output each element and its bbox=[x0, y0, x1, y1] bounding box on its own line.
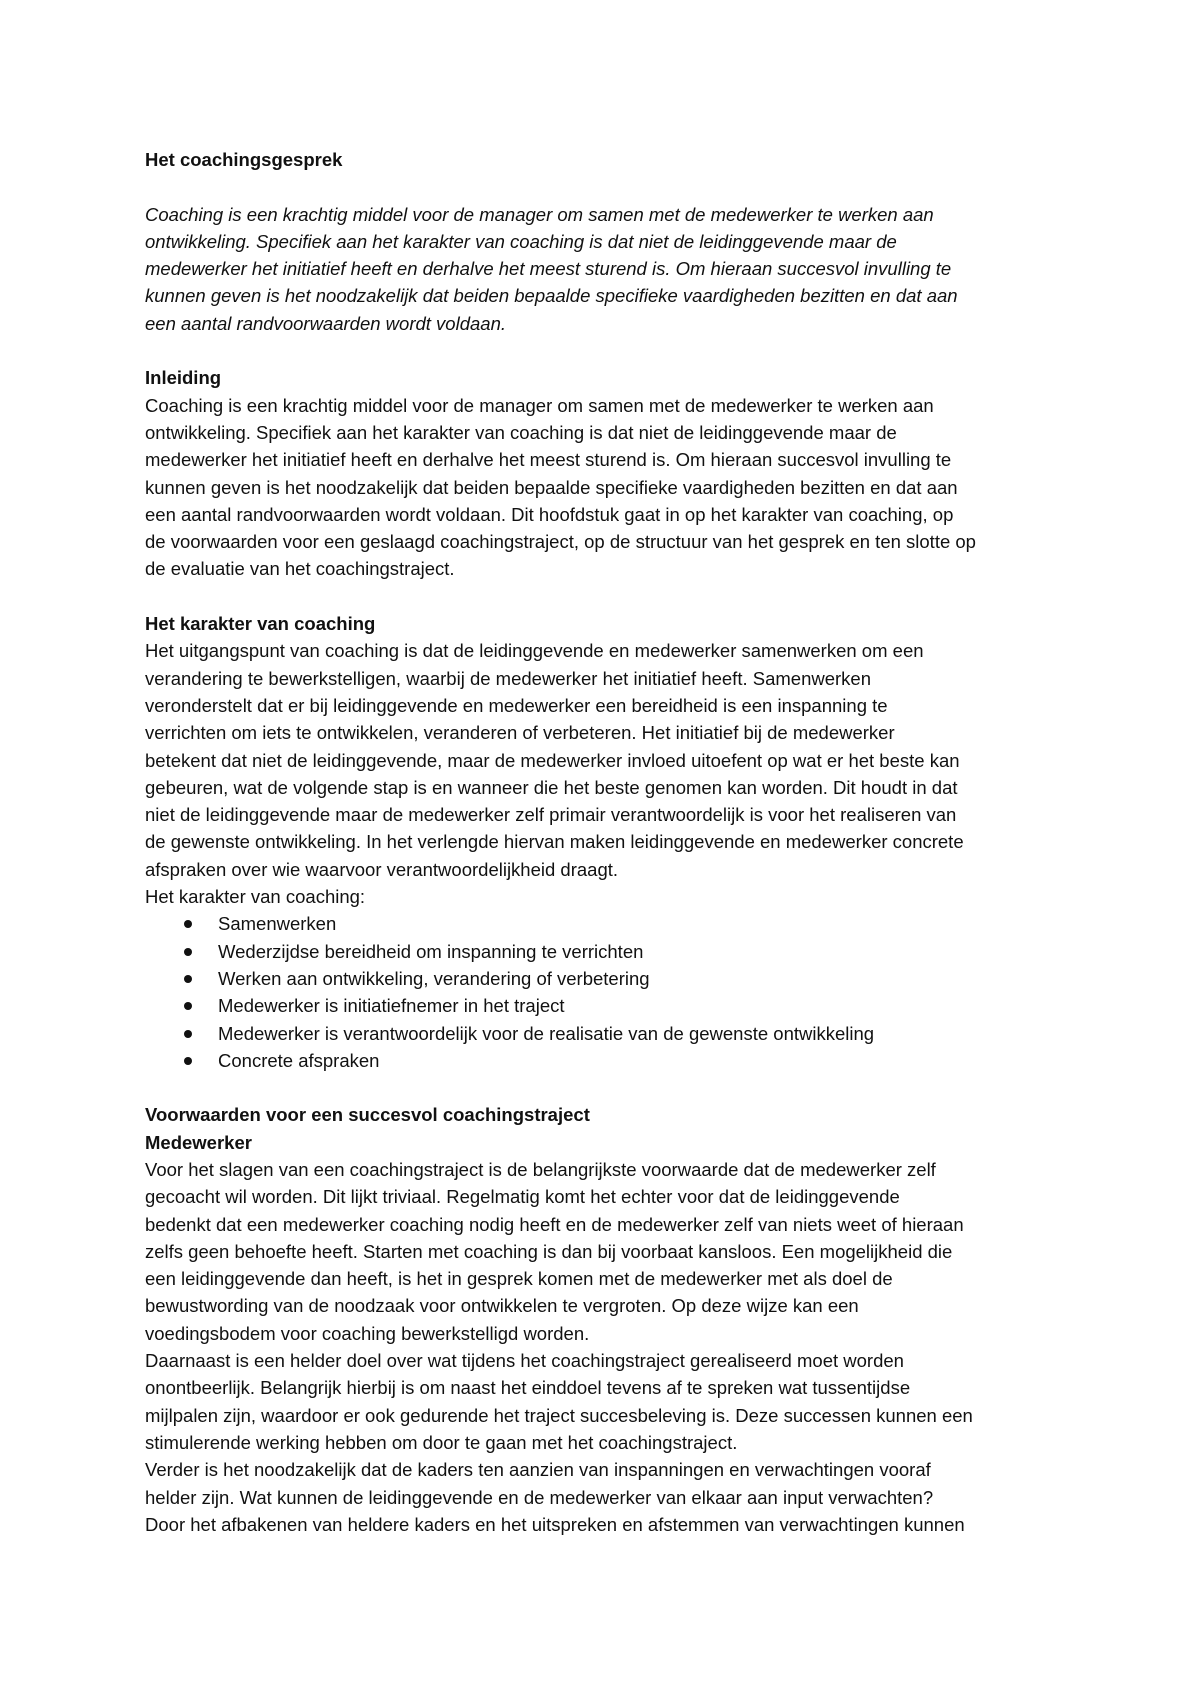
intro-line: kunnen geven is het noodzakelijk dat beiden bepaalde specifieke vaardigheden bezitten en dat aan bbox=[145, 285, 958, 307]
bullet-icon bbox=[184, 1030, 192, 1038]
paragraph-line: gebeuren, wat de volgende stap is en wanneer die het beste genomen kan worden. Dit houdt in dat bbox=[145, 776, 958, 798]
paragraph-line: Voor het slagen van een coachingstraject is de belangrijkste voorwaarde dat de medewerker zelf bbox=[145, 1158, 936, 1180]
list-item bbox=[145, 992, 1075, 1019]
paragraph-line: onontbeerlijk. Belangrijk hierbij is om naast het einddoel tevens af te spreken wat tussentijdse bbox=[145, 1377, 911, 1399]
document-title: Het coachingsgesprek bbox=[145, 149, 343, 170]
section-karakter bbox=[145, 610, 1075, 1074]
bullet-icon bbox=[184, 920, 192, 928]
section-heading: Het karakter van coaching bbox=[145, 613, 376, 635]
list-item-text: Wederzijdse bereidheid om inspanning te verrichten bbox=[218, 940, 644, 962]
paragraph-line: voedingsbodem voor coaching bewerkstelligd worden. bbox=[145, 1322, 590, 1344]
paragraph-line: bewustwording van de noodzaak voor ontwikkelen te vergroten. Op deze wijze kan een bbox=[145, 1295, 859, 1317]
paragraph-line: Verder is het noodzakelijk dat de kaders ten aanzien van inspanningen en verwachtingen vooraf bbox=[145, 1459, 931, 1481]
bullet-icon bbox=[184, 975, 192, 983]
list-item bbox=[145, 938, 1075, 965]
intro-line: Coaching is een krachtig middel voor de manager om samen met de medewerker te werken aan bbox=[145, 203, 934, 225]
paragraph-line: niet de leidinggevende maar de medewerker zelf primair verantwoordelijk is voor het realiseren van bbox=[145, 804, 957, 826]
intro-line: een aantal randvoorwaarden wordt voldaan. bbox=[145, 312, 506, 334]
spacer bbox=[145, 583, 1075, 610]
list-item-text: Concrete afspraken bbox=[218, 1049, 380, 1071]
section-inleiding bbox=[145, 364, 1075, 582]
intro-line: medewerker het initiatief heeft en derhalve het meest sturend is. Om hieraan succesvol invulling te bbox=[145, 258, 952, 280]
spacer bbox=[145, 1074, 1075, 1101]
paragraph-line: de voorwaarden voor een geslaagd coachingstraject, op de structuur van het gesprek en ten slotte op bbox=[145, 531, 976, 553]
section-voorwaarden bbox=[145, 1101, 1075, 1538]
list-item bbox=[145, 965, 1075, 992]
paragraph-line: veronderstelt dat er bij leidinggevende en medewerker een bereidheid is een inspanning te bbox=[145, 694, 888, 716]
paragraph-line: Daarnaast is een helder doel over wat tijdens het coachingstraject gerealiseerd moet worden bbox=[145, 1350, 904, 1372]
paragraph-line: verrichten om iets te ontwikkelen, veranderen of verbeteren. Het initiatief bij de medewerker bbox=[145, 722, 895, 744]
paragraph-line: medewerker het initiatief heeft en derhalve het meest sturend is. Om hieraan succesvol invulling te bbox=[145, 449, 952, 471]
bullet-list bbox=[145, 910, 1075, 1074]
paragraph-line: verandering te bewerkstelligen, waarbij de medewerker het initiatief heeft. Samenwerken bbox=[145, 667, 871, 689]
bullet-icon bbox=[184, 1002, 192, 1010]
paragraph-line: bedenkt dat een medewerker coaching nodig heeft en de medewerker zelf van niets weet of hieraan bbox=[145, 1213, 964, 1235]
bullet-icon bbox=[184, 948, 192, 956]
list-item-text: Medewerker is verantwoordelijk voor de realisatie van de gewenste ontwikkeling bbox=[218, 1022, 875, 1044]
list-item bbox=[145, 1047, 1075, 1074]
paragraph-line: Het uitgangspunt van coaching is dat de leidinggevende en medewerker samenwerken om een bbox=[145, 640, 924, 662]
paragraph-line: betekent dat niet de leidinggevende, maar de medewerker invloed uitoefent op wat er het beste kan bbox=[145, 749, 960, 771]
paragraph-line: kunnen geven is het noodzakelijk dat beiden bepaalde specifieke vaardigheden bezitten en dat aan bbox=[145, 476, 958, 498]
paragraph-line: stimulerende werking hebben om door te gaan met het coachingstraject. bbox=[145, 1431, 738, 1453]
paragraph-line: een aantal randvoorwaarden wordt voldaan. Dit hoofdstuk gaat in op het karakter van coaching, op bbox=[145, 503, 954, 525]
paragraph-line: de gewenste ontwikkeling. In het verlengde hiervan maken leidinggevende en medewerker concrete bbox=[145, 831, 964, 853]
paragraph-line: Coaching is een krachtig middel voor de manager om samen met de medewerker te werken aan bbox=[145, 394, 934, 416]
bullet-icon bbox=[184, 1057, 192, 1065]
section-heading: Inleiding bbox=[145, 367, 222, 389]
list-item-text: Werken aan ontwikkeling, verandering of verbetering bbox=[218, 967, 650, 989]
list-intro: Het karakter van coaching: bbox=[145, 886, 366, 908]
paragraph-line: helder zijn. Wat kunnen de leidinggevende en de medewerker van elkaar aan input verwachten? bbox=[145, 1486, 934, 1508]
list-item bbox=[145, 910, 1075, 937]
paragraph-line: Door het afbakenen van heldere kaders en het uitspreken en afstemmen van verwachtingen kunnen bbox=[145, 1513, 965, 1535]
paragraph-line: mijlpalen zijn, waardoor er ook gedurende het traject succesbeleving is. Deze successen kunnen een bbox=[145, 1404, 973, 1426]
list-item bbox=[145, 1020, 1075, 1047]
paragraph-line: de evaluatie van het coachingstraject. bbox=[145, 558, 455, 580]
paragraph-line: gecoacht wil worden. Dit lijkt triviaal. Regelmatig komt het echter voor dat de leidinggevende bbox=[145, 1186, 900, 1208]
intro-paragraph bbox=[145, 201, 1075, 337]
paragraph-line: ontwikkeling. Specifiek aan het karakter van coaching is dat niet de leidinggevende maar de bbox=[145, 421, 897, 443]
document-page bbox=[145, 146, 1075, 1538]
paragraph-line: afspraken over wie waarvoor verantwoordelijkheid draagt. bbox=[145, 858, 619, 880]
paragraph-line: een leidinggevende dan heeft, is het in gesprek komen met de medewerker met als doel de bbox=[145, 1268, 893, 1290]
section-heading: Voorwaarden voor een succesvol coachingstraject bbox=[145, 1104, 590, 1126]
spacer bbox=[145, 173, 1075, 200]
intro-line: ontwikkeling. Specifiek aan het karakter van coaching is dat niet de leidinggevende maar de bbox=[145, 230, 897, 252]
spacer bbox=[145, 337, 1075, 364]
list-item-text: Medewerker is initiatiefnemer in het traject bbox=[218, 995, 565, 1017]
list-item-text: Samenwerken bbox=[218, 913, 337, 935]
paragraph-line: zelfs geen behoefte heeft. Starten met coaching is dan bij voorbaat kansloos. Een mogelijkheid die bbox=[145, 1240, 953, 1262]
section-subheading: Medewerker bbox=[145, 1131, 252, 1153]
